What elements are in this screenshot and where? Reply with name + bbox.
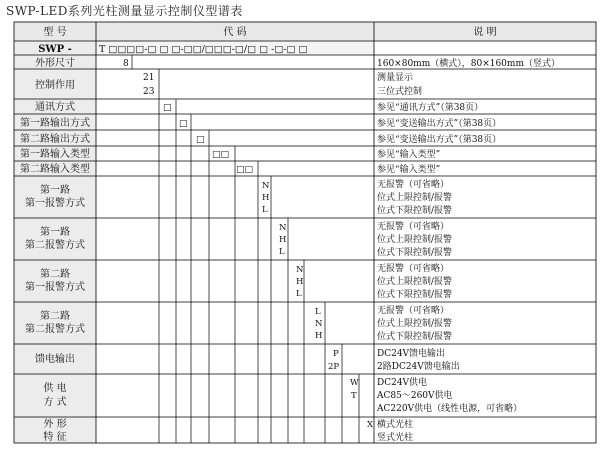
in1-label: 第一路输入类型 <box>20 149 90 160</box>
power-label-line1: 供 电 <box>43 383 67 394</box>
alarm22-desc-upper: 位式上限控制/报警 <box>377 319 453 329</box>
alarm12-desc-none: 无报警（可省略） <box>377 222 450 232</box>
in2-desc: 参见“输入类型” <box>377 165 441 175</box>
alarm11-code-l: L <box>262 205 268 215</box>
control-desc-measure: 测量显示 <box>377 73 414 83</box>
alarm22-desc-lower: 位式下限控制/报警 <box>377 332 453 342</box>
code-template: T □□□□-□ □ □-□□/□□□-□/□ □ -□-□ □ <box>99 44 308 55</box>
power-desc-dc24: DC24V供电 <box>377 378 428 388</box>
alarm22-code-h: H <box>315 331 323 341</box>
size-label: 外形尺寸 <box>35 58 75 69</box>
header-model: 型 号 <box>43 27 67 38</box>
comm-label: 通讯方式 <box>35 102 75 113</box>
out1-label: 第一路输出方式 <box>20 118 90 129</box>
size-desc: 160×80mm（横式），80×160mm（竖式） <box>377 59 560 69</box>
in2-code: □□ <box>236 165 254 175</box>
header-row-bg <box>14 22 596 41</box>
alarm11-label-line2: 第一报警方式 <box>25 198 85 209</box>
alarm21-desc-none: 无报警（可省略） <box>377 264 450 274</box>
alarm21-code-l: L <box>296 289 302 299</box>
comm-desc: 参见“通讯方式”（第38页） <box>377 103 484 113</box>
in2-label: 第二路输入类型 <box>20 164 90 175</box>
feed-code-p: P <box>333 349 339 359</box>
alarm21-label-line1: 第二路 <box>40 269 70 280</box>
feed-desc-single: DC24V馈电输出 <box>377 349 446 359</box>
shape-desc-vertical: 竖式光柱 <box>377 433 414 443</box>
power-code-w: W <box>350 378 359 388</box>
swp-label: SWP - <box>38 44 72 55</box>
out2-code: □ <box>196 135 205 145</box>
alarm11-label-line1: 第一路 <box>40 185 70 196</box>
alarm21-label-line2: 第一报警方式 <box>25 282 85 293</box>
alarm22-code-l: L <box>315 307 321 317</box>
alarm22-label-line1: 第二路 <box>40 311 70 322</box>
alarm21-code-h: H <box>296 277 304 287</box>
alarm12-code-n: N <box>279 223 287 233</box>
power-code-t: T <box>351 391 357 401</box>
power-desc-ac85: AC85～260V供电 <box>377 391 453 401</box>
in1-code: □□ <box>212 150 230 160</box>
header-description: 说 明 <box>473 27 497 38</box>
out2-label: 第二路输出方式 <box>20 134 90 145</box>
power-desc-ac220: AC220V供电（线性电源，可省略） <box>377 404 523 414</box>
alarm11-code-n: N <box>262 181 270 191</box>
out2-desc: 参见“变送输出方式”（第38页） <box>377 135 502 145</box>
control-desc-three-position: 三位式控制 <box>377 87 423 97</box>
in1-desc: 参见“输入类型” <box>377 150 441 160</box>
alarm12-desc-lower: 位式下限控制/报警 <box>377 248 453 258</box>
alarm12-desc-upper: 位式上限控制/报警 <box>377 235 453 245</box>
alarm11-desc-lower: 位式下限控制/报警 <box>377 206 453 216</box>
shape-label-line2: 特 征 <box>43 432 67 443</box>
alarm12-label-line1: 第一路 <box>40 227 70 238</box>
out1-desc: 参见“变送输出方式”（第38页） <box>377 119 502 129</box>
alarm11-desc-none: 无报警（可省略） <box>377 180 450 190</box>
shape-code-x: X <box>367 420 374 430</box>
alarm11-code-h: H <box>262 193 270 203</box>
shape-label-line1: 外 形 <box>43 419 67 430</box>
control-code-21: 21 <box>143 73 155 83</box>
alarm21-desc-lower: 位式下限控制/报警 <box>377 290 453 300</box>
out1-code: □ <box>179 119 188 129</box>
feed-desc-dual: 2路DC24V馈电输出 <box>377 362 460 372</box>
alarm22-label-line2: 第二报警方式 <box>25 324 85 335</box>
alarm22-desc-none: 无报警（可省略） <box>377 306 450 316</box>
alarm22-code-n: N <box>315 319 323 329</box>
feed-label: 馈电输出 <box>35 354 75 365</box>
header-code: 代 码 <box>223 27 247 38</box>
size-code: 8 <box>123 59 129 69</box>
shape-desc-horizontal: 横式光柱 <box>377 420 414 430</box>
comm-code: □ <box>163 103 172 113</box>
power-label-line2: 方 式 <box>43 397 67 408</box>
alarm12-label-line2: 第二报警方式 <box>25 240 85 251</box>
alarm21-desc-upper: 位式上限控制/报警 <box>377 277 453 287</box>
control-label: 控制作用 <box>35 80 75 91</box>
control-code-23: 23 <box>143 87 155 97</box>
alarm12-code-h: H <box>279 235 287 245</box>
alarm21-code-n: N <box>296 265 304 275</box>
page-title: SWP-LED系列光柱测量显示控制仪型谱表 <box>6 4 243 18</box>
feed-code-2p: 2P <box>328 362 340 372</box>
alarm12-code-l: L <box>279 247 285 257</box>
alarm11-desc-upper: 位式上限控制/报警 <box>377 193 453 203</box>
